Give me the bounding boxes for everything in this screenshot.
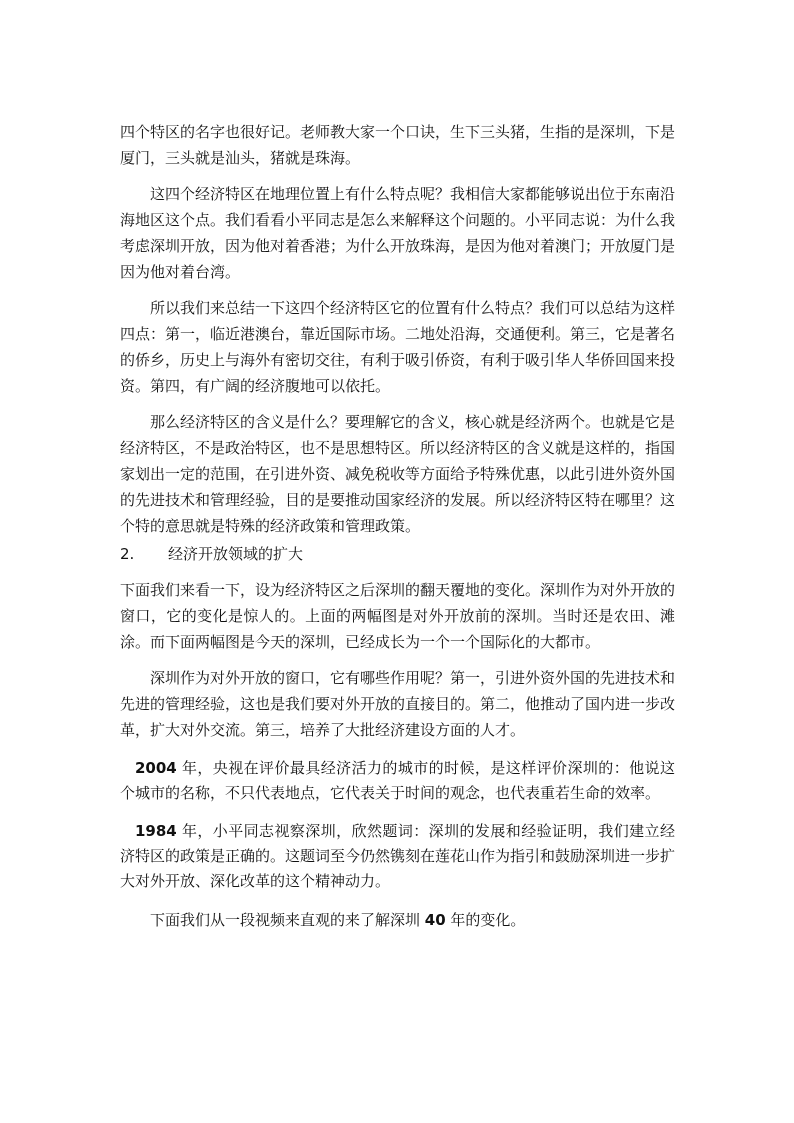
inscription-line-1: 年，小平同志视察深圳，欣然题词：深圳的发展和经验证明，我们 <box>176 822 630 840</box>
paragraph-geographic-location: 这四个经济特区在地理位置上有什么特点呢？我相信大家都能够说出位于东南沿海地区这个点。我们看看小平同志是怎么来解释这个问题的。小平同志说：为什么我考虑深圳开放，因为他对着香港；为什么开放珠海，是因为他对着澳门；开放厦门是因为他对着台湾。 <box>120 185 676 281</box>
video-intro-post: 年的变化。 <box>445 911 526 929</box>
year-1984: 1984 <box>135 822 177 840</box>
inscription-line-rest: 建立经济特区的政策是正确的。这题词至今仍然镌刻在莲花山作为指引和鼓励深圳进一步扩大对外开放、深化改革的这个精神动力。 <box>120 822 676 890</box>
paragraph-special-zone-names: 四个特区的名字也很好记。老师教大家一个口诀，生下三头猪，生指的是深圳，下是厦门，三头就是汕头，猪就是珠海。 <box>120 123 676 167</box>
paragraph-shenzhen-role: 深圳作为对外开放的窗口，它有哪些作用呢？第一，引进外资外国的先进技术和先进的管理经验，这也是我们要对外开放的直接目的。第二，他推动了国内进一步改革，扩大对外交流。第三，培养了大批经济建设方面的人才。 <box>120 669 676 739</box>
section-heading <box>120 541 675 567</box>
paragraph-zone-definition: 那么经济特区的含义是什么？要理解它的含义，核心就是经济两个。也就是它是经济特区，不是政治特区，也不是思想特区。所以经济特区的含义就是这样的，指国家划出一定的范围，在引进外资、减免税收等方面给予特殊优惠，以此引进外资外国的先进技术和管理经验，目的是要推动国家经济的发展。所以经济特区特在哪里？这个特的意思就是特殊的经济政策和管理政策。 <box>120 413 676 535</box>
section-heading-number: 2. <box>120 545 135 563</box>
video-intro-pre: 下面我们从一段视频来直观的来了解深圳 <box>150 911 425 929</box>
year-2004: 2004 <box>135 759 177 777</box>
section-heading-text: 经济开放领域的扩大 <box>168 545 304 563</box>
document-body <box>120 119 675 933</box>
paragraph-location-features: 所以我们来总结一下这四个经济特区它的位置有什么特点？我们可以总结为这样四点：第一，临近港澳台，靠近国际市场。二地处沿海，交通便利。第三，它是著名的侨乡，历史上与海外有密切交往，有利于吸引侨资，有利于吸引华人华侨回国来投资。第四，有广阔的经济腹地可以依托。 <box>120 299 676 395</box>
cctv-line-rest: 他说这个城市的名称，不只代表地点，它代表关于时间的观念，也代表重若生命的效率。 <box>120 759 675 802</box>
paragraph-cctv-evaluation <box>120 756 675 806</box>
years-40: 40 <box>424 911 446 929</box>
paragraph-deng-inscription <box>120 819 675 894</box>
paragraph-shenzhen-change: 下面我们来看一下，设为经济特区之后深圳的翻天覆地的变化。深圳作为对外开放的窗口，它的变化是惊人的。上面的两幅图是对外开放前的深圳。当时还是农田、滩涂。而下面两幅图是今天的深圳，已经成长为一个一个国际化的大都市。 <box>120 581 676 651</box>
paragraph-video-intro <box>120 907 675 933</box>
cctv-line-1: 年，央视在评价最具经济活力的城市的时候，是这样评价深圳的： <box>176 759 630 777</box>
